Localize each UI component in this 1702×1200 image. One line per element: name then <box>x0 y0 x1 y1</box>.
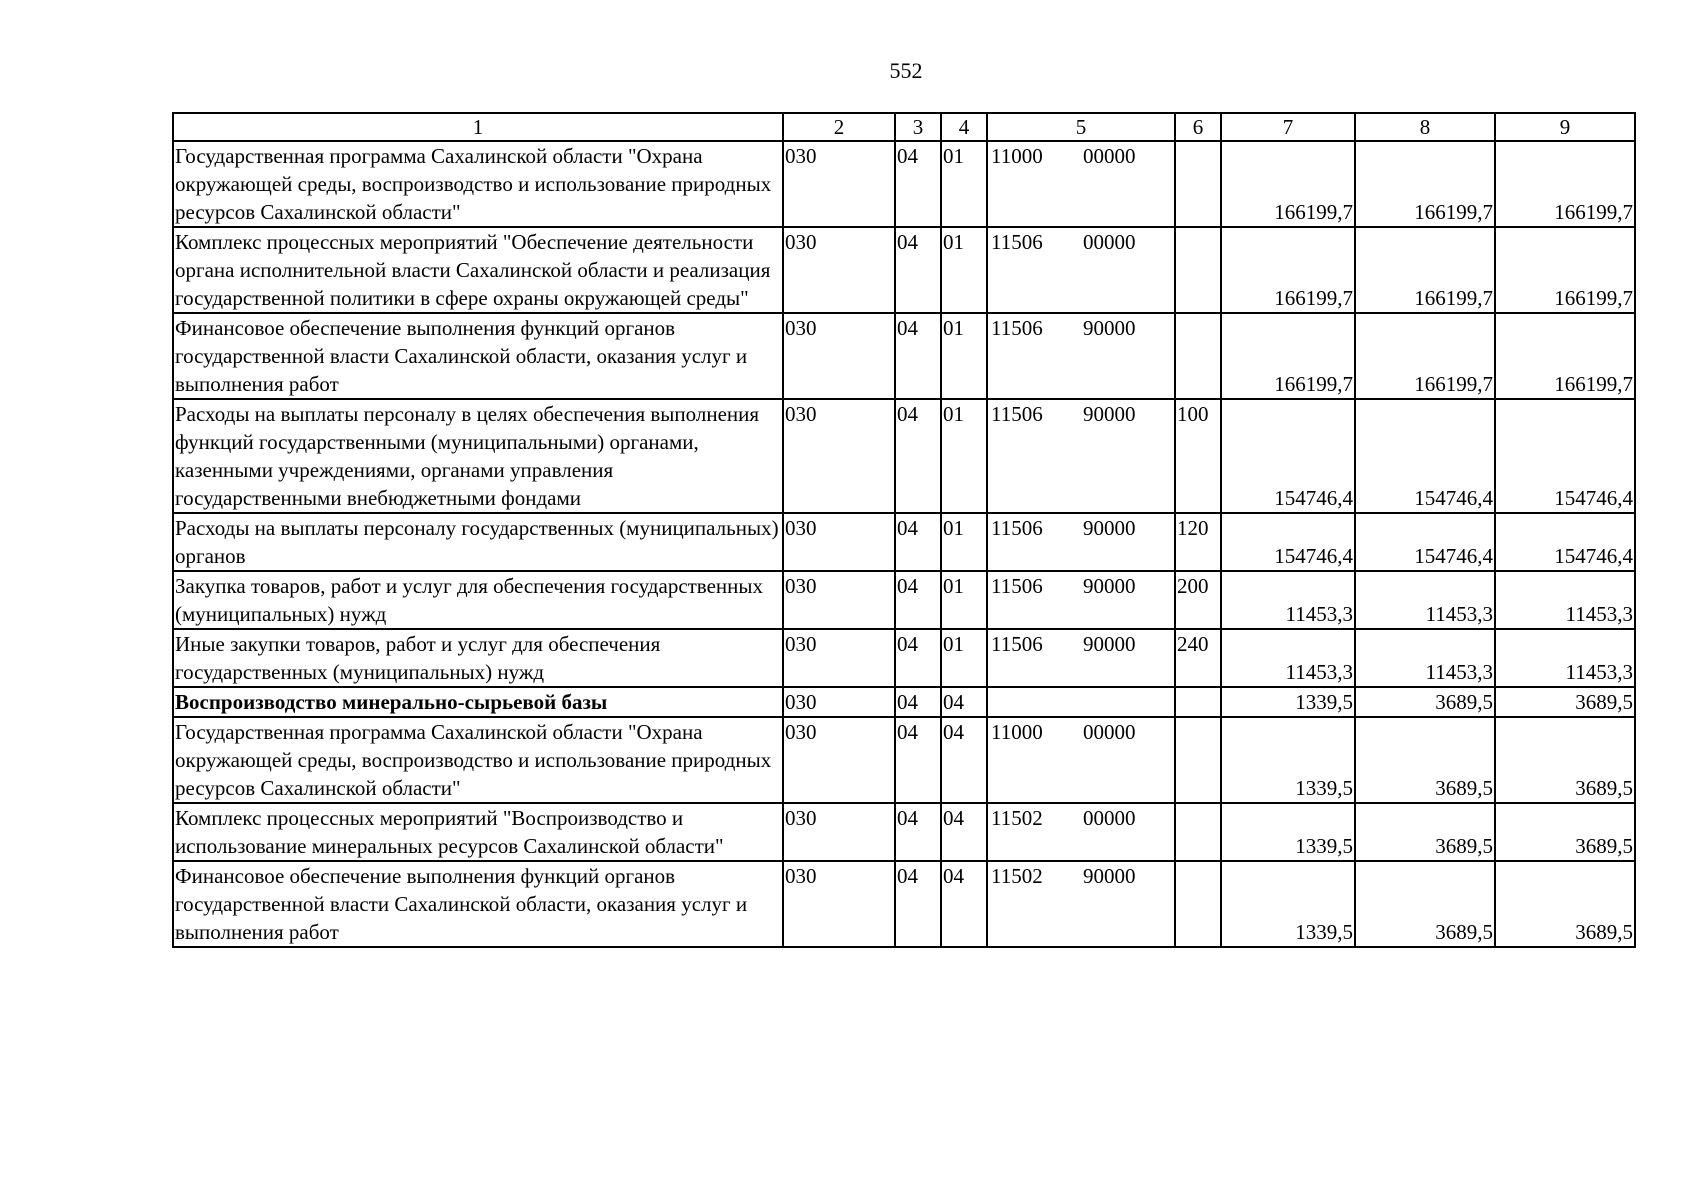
cell-name: Комплекс процессных мероприятий "Воспроизводство и использование минеральных ресурсов Сахалинской области" <box>173 803 783 861</box>
cell-name: Финансовое обеспечение выполнения функций органов государственной власти Сахалинской области, оказания услуг и выполнения работ <box>173 313 783 399</box>
cell-c9: 11453,3 <box>1495 571 1635 629</box>
cell-c4: 01 <box>941 313 987 399</box>
cell-c4: 04 <box>941 861 987 947</box>
table-row <box>173 313 1635 399</box>
cell-code5 <box>987 227 1175 313</box>
cell-c2: 030 <box>783 629 895 687</box>
cell-name: Финансовое обеспечение выполнения функций органов государственной власти Сахалинской области, оказания услуг и выполнения работ <box>173 861 783 947</box>
cell-c4: 01 <box>941 629 987 687</box>
table-row <box>173 629 1635 687</box>
cell-c9: 166199,7 <box>1495 141 1635 227</box>
cell-code5-direction: 90000 <box>1083 574 1136 598</box>
cell-code5-direction: 90000 <box>1083 316 1136 340</box>
cell-c9: 3689,5 <box>1495 687 1635 717</box>
cell-c3: 04 <box>895 141 941 227</box>
table-row <box>173 861 1635 947</box>
cell-c6: 100 <box>1175 399 1221 513</box>
cell-c9: 166199,7 <box>1495 313 1635 399</box>
cell-c8: 11453,3 <box>1355 571 1495 629</box>
header-cell: 8 <box>1355 113 1495 141</box>
cell-c7: 154746,4 <box>1221 513 1355 571</box>
cell-c9: 166199,7 <box>1495 227 1635 313</box>
cell-code5 <box>987 141 1175 227</box>
cell-c7: 1339,5 <box>1221 687 1355 717</box>
cell-c3: 04 <box>895 513 941 571</box>
cell-code5-program: 11000 <box>991 720 1043 744</box>
header-cell: 3 <box>895 113 941 141</box>
cell-c4: 01 <box>941 513 987 571</box>
cell-c7: 166199,7 <box>1221 227 1355 313</box>
page-number: 552 <box>889 58 923 83</box>
cell-c6 <box>1175 141 1221 227</box>
cell-code5 <box>987 803 1175 861</box>
cell-c2: 030 <box>783 141 895 227</box>
cell-c3: 04 <box>895 629 941 687</box>
cell-c9: 3689,5 <box>1495 861 1635 947</box>
cell-c3: 04 <box>895 227 941 313</box>
cell-c8: 11453,3 <box>1355 629 1495 687</box>
cell-code5-direction: 00000 <box>1083 230 1136 254</box>
cell-code5-program: 11502 <box>991 864 1043 888</box>
cell-c7: 166199,7 <box>1221 141 1355 227</box>
cell-c7: 1339,5 <box>1221 861 1355 947</box>
cell-code5-direction: 00000 <box>1083 720 1136 744</box>
cell-c6 <box>1175 717 1221 803</box>
cell-c7: 11453,3 <box>1221 629 1355 687</box>
cell-name: Иные закупки товаров, работ и услуг для обеспечения государственных (муниципальных) нужд <box>173 629 783 687</box>
cell-code5-direction: 00000 <box>1083 806 1136 830</box>
cell-code5 <box>987 687 1175 717</box>
cell-c8: 166199,7 <box>1355 227 1495 313</box>
cell-c4: 01 <box>941 227 987 313</box>
cell-c6: 200 <box>1175 571 1221 629</box>
cell-c3: 04 <box>895 717 941 803</box>
cell-c2: 030 <box>783 227 895 313</box>
cell-c7: 1339,5 <box>1221 717 1355 803</box>
cell-code5-program: 11506 <box>991 316 1043 340</box>
cell-code5-program: 11506 <box>991 574 1043 598</box>
cell-c4: 04 <box>941 687 987 717</box>
cell-c7: 11453,3 <box>1221 571 1355 629</box>
cell-c9: 3689,5 <box>1495 717 1635 803</box>
cell-c9: 11453,3 <box>1495 629 1635 687</box>
cell-c2: 030 <box>783 571 895 629</box>
cell-c4: 01 <box>941 141 987 227</box>
table-row <box>173 687 1635 717</box>
cell-code5-program: 11502 <box>991 806 1043 830</box>
cell-c6 <box>1175 227 1221 313</box>
cell-c8: 154746,4 <box>1355 513 1495 571</box>
cell-code5 <box>987 629 1175 687</box>
cell-code5 <box>987 717 1175 803</box>
cell-code5-direction: 90000 <box>1083 516 1136 540</box>
cell-c8: 3689,5 <box>1355 687 1495 717</box>
cell-code5-program: 11506 <box>991 230 1043 254</box>
cell-code5-direction: 90000 <box>1083 864 1136 888</box>
cell-name: Воспроизводство минерально-сырьевой базы <box>173 687 783 717</box>
cell-c4: 01 <box>941 399 987 513</box>
table-row <box>173 141 1635 227</box>
cell-code5 <box>987 399 1175 513</box>
cell-c3: 04 <box>895 687 941 717</box>
cell-code5-program: 11506 <box>991 402 1043 426</box>
cell-c3: 04 <box>895 571 941 629</box>
cell-name: Расходы на выплаты персоналу в целях обеспечения выполнения функций государственными (муниципальными) органами, казенными учреждениями, органами управления государственными внебюджетными фондами <box>173 399 783 513</box>
table-row <box>173 513 1635 571</box>
cell-c6 <box>1175 861 1221 947</box>
table-row <box>173 399 1635 513</box>
cell-name: Комплекс процессных мероприятий "Обеспечение деятельности органа исполнительной власти Сахалинской области и реализация государственной политики в сфере охраны окружающей среды" <box>173 227 783 313</box>
cell-c2: 030 <box>783 861 895 947</box>
cell-code5-program: 11506 <box>991 516 1043 540</box>
cell-code5-direction: 00000 <box>1083 144 1136 168</box>
cell-c9: 3689,5 <box>1495 803 1635 861</box>
cell-c7: 1339,5 <box>1221 803 1355 861</box>
cell-c4: 04 <box>941 803 987 861</box>
cell-c9: 154746,4 <box>1495 513 1635 571</box>
cell-c7: 166199,7 <box>1221 313 1355 399</box>
cell-c8: 3689,5 <box>1355 717 1495 803</box>
header-cell: 5 <box>987 113 1175 141</box>
cell-name: Закупка товаров, работ и услуг для обеспечения государственных (муниципальных) нужд <box>173 571 783 629</box>
cell-c4: 01 <box>941 571 987 629</box>
cell-c2: 030 <box>783 513 895 571</box>
cell-c2: 030 <box>783 803 895 861</box>
cell-name: Расходы на выплаты персоналу государственных (муниципальных) органов <box>173 513 783 571</box>
header-cell: 1 <box>173 113 783 141</box>
cell-c6 <box>1175 687 1221 717</box>
cell-c2: 030 <box>783 399 895 513</box>
cell-name: Государственная программа Сахалинской области "Охрана окружающей среды, воспроизводство и использование природных ресурсов Сахалинской области" <box>173 141 783 227</box>
cell-c2: 030 <box>783 717 895 803</box>
cell-c3: 04 <box>895 399 941 513</box>
cell-code5 <box>987 313 1175 399</box>
header-cell: 4 <box>941 113 987 141</box>
cell-c3: 04 <box>895 861 941 947</box>
cell-c8: 166199,7 <box>1355 141 1495 227</box>
cell-c6 <box>1175 313 1221 399</box>
cell-c2: 030 <box>783 687 895 717</box>
table-row <box>173 227 1635 313</box>
cell-c7: 154746,4 <box>1221 399 1355 513</box>
cell-code5-program: 11506 <box>991 632 1043 656</box>
header-row <box>173 113 1635 141</box>
header-cell: 6 <box>1175 113 1221 141</box>
cell-c6 <box>1175 803 1221 861</box>
cell-c9: 154746,4 <box>1495 399 1635 513</box>
header-cell: 9 <box>1495 113 1635 141</box>
cell-code5 <box>987 571 1175 629</box>
cell-name: Государственная программа Сахалинской области "Охрана окружающей среды, воспроизводство и использование природных ресурсов Сахалинской области" <box>173 717 783 803</box>
cell-c6: 120 <box>1175 513 1221 571</box>
cell-c4: 04 <box>941 717 987 803</box>
header-cell: 2 <box>783 113 895 141</box>
cell-c8: 3689,5 <box>1355 861 1495 947</box>
cell-c8: 166199,7 <box>1355 313 1495 399</box>
cell-c2: 030 <box>783 313 895 399</box>
cell-c3: 04 <box>895 803 941 861</box>
table-row <box>173 571 1635 629</box>
cell-code5-program: 11000 <box>991 144 1043 168</box>
cell-code5 <box>987 513 1175 571</box>
header-cell: 7 <box>1221 113 1355 141</box>
cell-code5-direction: 90000 <box>1083 402 1136 426</box>
cell-c8: 154746,4 <box>1355 399 1495 513</box>
cell-c8: 3689,5 <box>1355 803 1495 861</box>
cell-c3: 04 <box>895 313 941 399</box>
cell-code5-direction: 90000 <box>1083 632 1136 656</box>
table-row <box>173 803 1635 861</box>
cell-code5 <box>987 861 1175 947</box>
cell-c6: 240 <box>1175 629 1221 687</box>
table-row <box>173 717 1635 803</box>
budget-table <box>172 112 1636 948</box>
